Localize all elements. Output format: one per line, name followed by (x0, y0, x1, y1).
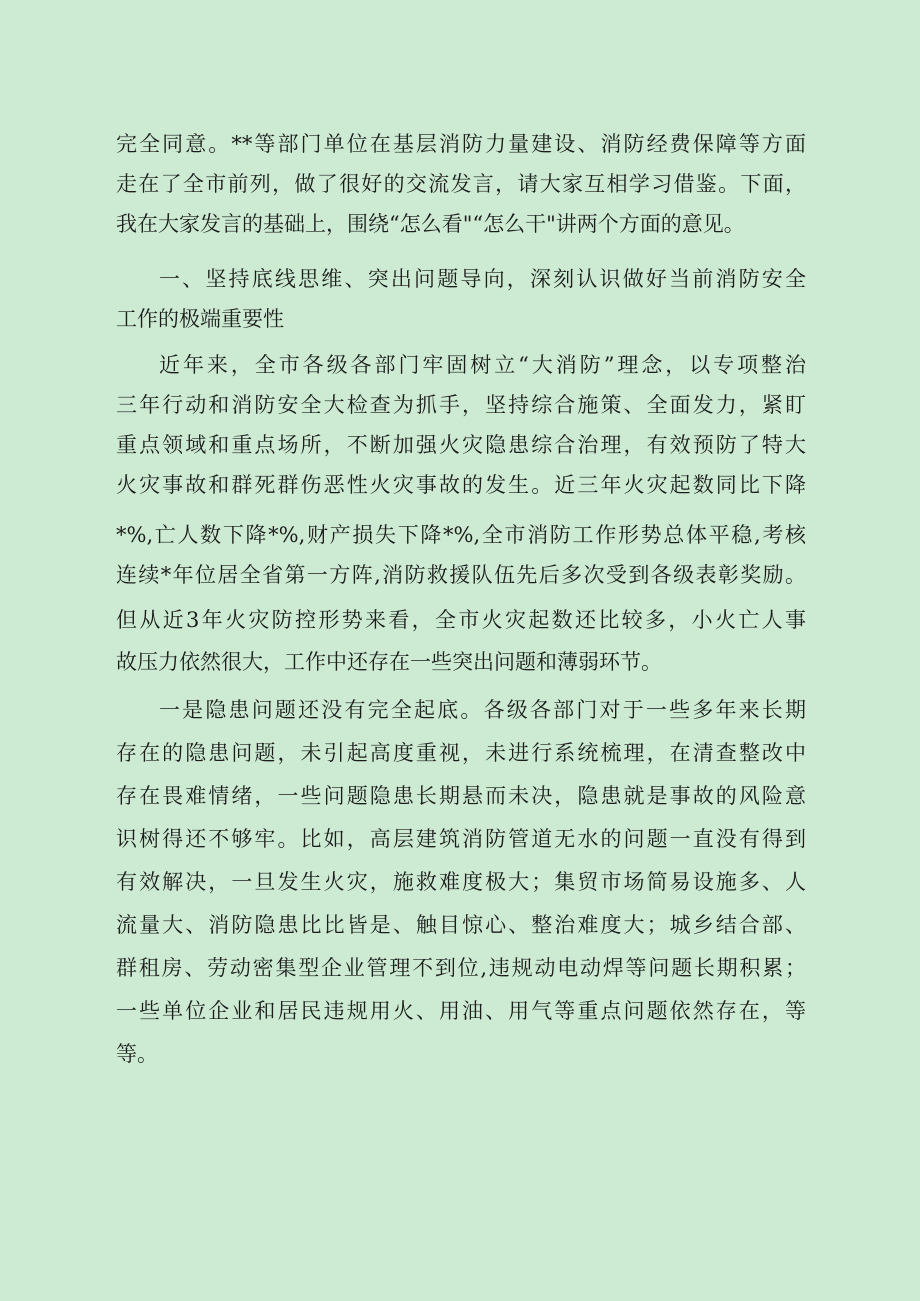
paragraph-3-line-6: 流量大、消防隐患比比皆是、触目惊心、整治难度大；城乡结合部、 (116, 913, 806, 937)
paragraph-2-line-8: 故压力依然很大，工作中还存在一些突出问题和薄弱环节。 (116, 650, 662, 674)
paragraph-1-line-3: 我在大家发言的基础上，围绕“怎么看"“怎么干"讲两个方面的意见。 (116, 212, 745, 236)
paragraph-2-line-7: 但从近3年火灾防控形势来看，全市火灾起数还比较多，小火亡人事 (116, 608, 806, 632)
paragraph-3-line-8: 一些单位企业和居民违规用火、用油、用气等重点问题依然存在，等 (116, 999, 806, 1023)
paragraph-1-line-1: 完全同意。**等部门单位在基层消防力量建设、消防经费保障等方面 (116, 132, 806, 156)
paragraph-3-line-4: 识树得还不够牢。比如，高层建筑消防管道无水的问题一直没有得到 (116, 827, 806, 851)
paragraph-3-line-2: 存在的隐患问题，未引起高度重视，未进行系统梳理，在清查整改中 (116, 741, 806, 765)
paragraph-3-line-1: 一是隐患问题还没有完全起底。各级各部门对于一些多年来长期 (159, 698, 806, 722)
paragraph-2-line-6: 连续*年位居全省第一方阵,消防救援队伍先后多次受到各级表彰奖励。 (116, 563, 806, 587)
paragraph-2-line-4: 火灾事故和群死群伤恶性火灾事故的发生。近三年火灾起数同比下降 (116, 473, 806, 497)
paragraph-2-line-2: 三年行动和消防安全大检查为抓手，坚持综合施策、全面发力，紧盯 (116, 393, 806, 417)
paragraph-3-line-9: 等。 (116, 1042, 158, 1066)
paragraph-3-line-3: 存在畏难情绪，一些问题隐患长期悬而未决，隐患就是事故的风险意 (116, 784, 806, 808)
section-heading-line-1: 一、坚持底线思维、突出问题导向，深刻认识做好当前消防安全 (159, 267, 806, 291)
paragraph-2-line-3: 重点领域和重点场所，不断加强火灾隐患综合治理，有效预防了特大 (116, 433, 806, 457)
paragraph-2-line-5: *%,亡人数下降*%,财产损失下降*%,全市消防工作形势总体平稳,考核 (116, 523, 806, 547)
paragraph-2-line-1: 近年来，全市各级各部门牢固树立“大消防”理念，以专项整治 (159, 353, 806, 377)
paragraph-1-line-2: 走在了全市前列，做了很好的交流发言，请大家互相学习借鉴。下面， (116, 172, 806, 196)
section-heading-line-2: 工作的极端重要性 (116, 307, 284, 331)
paragraph-3-line-7: 群租房、劳动密集型企业管理不到位,违规动电动焊等问题长期积累； (116, 956, 806, 980)
paragraph-3-line-5: 有效解决，一旦发生火灾，施救难度极大；集贸市场简易设施多、人 (116, 870, 806, 894)
